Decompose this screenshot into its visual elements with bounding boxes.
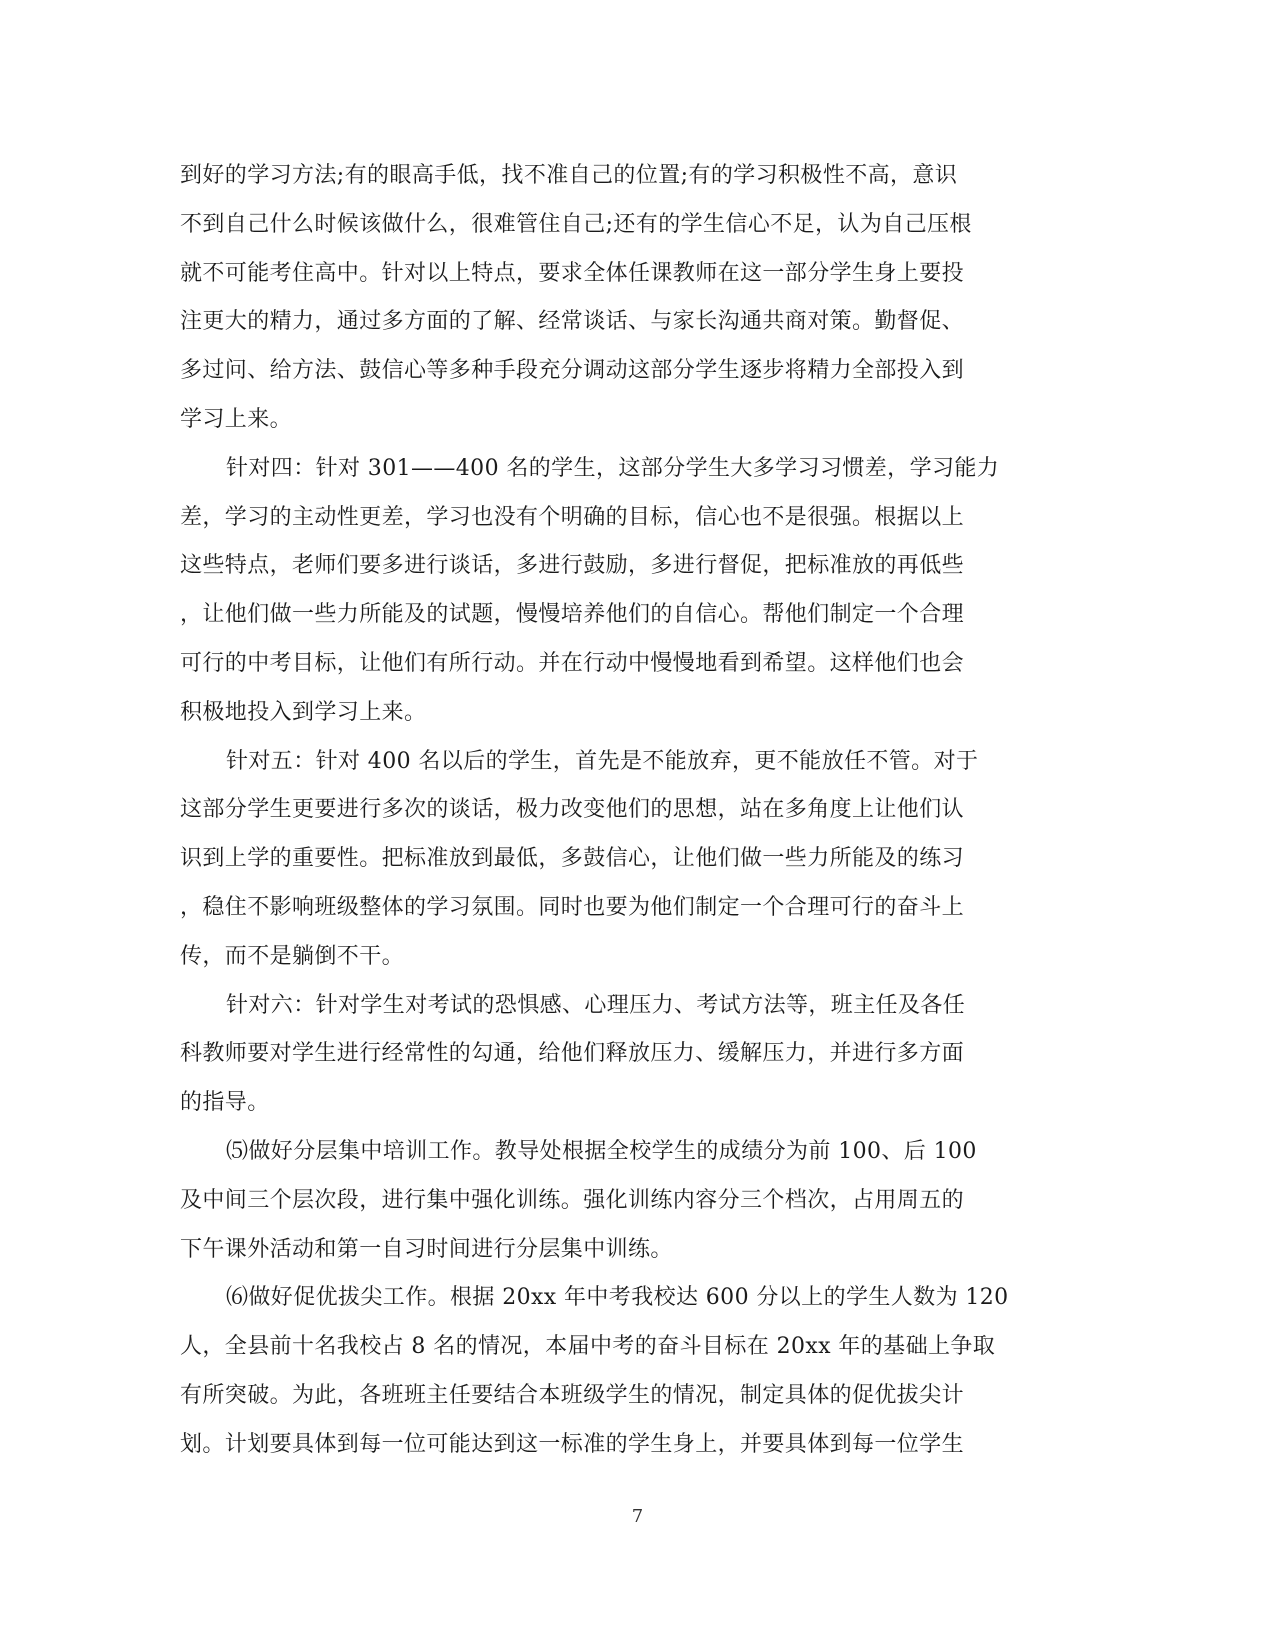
text-line: 传，而不是躺倒不干。 bbox=[180, 943, 405, 969]
text-line: 针对五：针对 400 名以后的学生，首先是不能放弃，更不能放任不管。对于 bbox=[226, 748, 979, 774]
text-line: 划。计划要具体到每一位可能达到这一标准的学生身上，并要具体到每一位学生 bbox=[180, 1431, 965, 1457]
paragraph bbox=[180, 738, 1040, 982]
text-line: 多过问、给方法、鼓信心等多种手段充分调动这部分学生逐步将精力全部投入到 bbox=[180, 358, 965, 384]
page-number: 7 bbox=[631, 1506, 644, 1527]
paragraph bbox=[180, 445, 1040, 738]
text-line: 学习上来。 bbox=[180, 406, 293, 432]
text-line: 这些特点，老师们要多进行谈话，多进行鼓励，多进行督促，把标准放的再低些 bbox=[180, 553, 965, 579]
text-line: 科教师要对学生进行经常性的勾通，给他们释放压力、缓解压力，并进行多方面 bbox=[180, 1041, 965, 1067]
text-line: 差，学习的主动性更差，学习也没有个明确的目标，信心也不是很强。根据以上 bbox=[180, 504, 965, 530]
text-line: 针对六：针对学生对考试的恐惧感、心理压力、考试方法等，班主任及各任 bbox=[226, 992, 966, 1018]
text-line: ，稳住不影响班级整体的学习氛围。同时也要为他们制定一个合理可行的奋斗上 bbox=[180, 894, 965, 920]
text-line: 到好的学习方法;有的眼高手低，找不准自己的位置;有的学习积极性不高，意识 bbox=[180, 163, 958, 188]
text-line: ⑸做好分层集中培训工作。教导处根据全校学生的成绩分为前 100、后 100 bbox=[226, 1138, 977, 1164]
paragraph bbox=[180, 982, 1040, 1128]
text-line: 下午课外活动和第一自习时间进行分层集中训练。 bbox=[180, 1236, 673, 1262]
text-line: 针对四：针对 301——400 名的学生，这部分学生大多学习习惯差，学习能力 bbox=[226, 455, 1000, 481]
text-line: 可行的中考目标，让他们有所行动。并在行动中慢慢地看到希望。这样他们也会 bbox=[180, 650, 965, 676]
text-line: 就不可能考住高中。针对以上特点，要求全体任课教师在这一部分学生身上要投 bbox=[180, 260, 965, 286]
text-line: ⑹做好促优拔尖工作。根据 20xx 年中考我校达 600 分以上的学生人数为 120 bbox=[226, 1285, 1009, 1311]
document-body bbox=[180, 152, 1040, 1470]
text-line: 这部分学生更要进行多次的谈话，极力改变他们的思想，站在多角度上让他们认 bbox=[180, 797, 965, 823]
text-line: 的指导。 bbox=[180, 1090, 270, 1116]
paragraph bbox=[180, 1128, 1040, 1274]
text-line: 注更大的精力，通过多方面的了解、经常谈话、与家长沟通共商对策。勤督促、 bbox=[180, 309, 965, 335]
text-line: 积极地投入到学习上来。 bbox=[180, 699, 427, 725]
text-line: 有所突破。为此，各班班主任要结合本班级学生的情况，制定具体的促优拔尖计 bbox=[180, 1382, 965, 1408]
paragraph bbox=[180, 152, 1040, 445]
text-line: 识到上学的重要性。把标准放到最低，多鼓信心，让他们做一些力所能及的练习 bbox=[180, 846, 965, 872]
text-line: ，让他们做一些力所能及的试题，慢慢培养他们的自信心。帮他们制定一个合理 bbox=[180, 602, 965, 628]
text-line: 及中间三个层次段，进行集中强化训练。强化训练内容分三个档次，占用周五的 bbox=[180, 1187, 965, 1213]
paragraph bbox=[180, 1274, 1040, 1469]
text-line: 不到自己什么时候该做什么，很难管住自己;还有的学生信心不足，认为自己压根 bbox=[180, 211, 972, 237]
text-line: 人，全县前十名我校占 8 名的情况，本届中考的奋斗目标在 20xx 年的基础上争取 bbox=[180, 1334, 996, 1360]
